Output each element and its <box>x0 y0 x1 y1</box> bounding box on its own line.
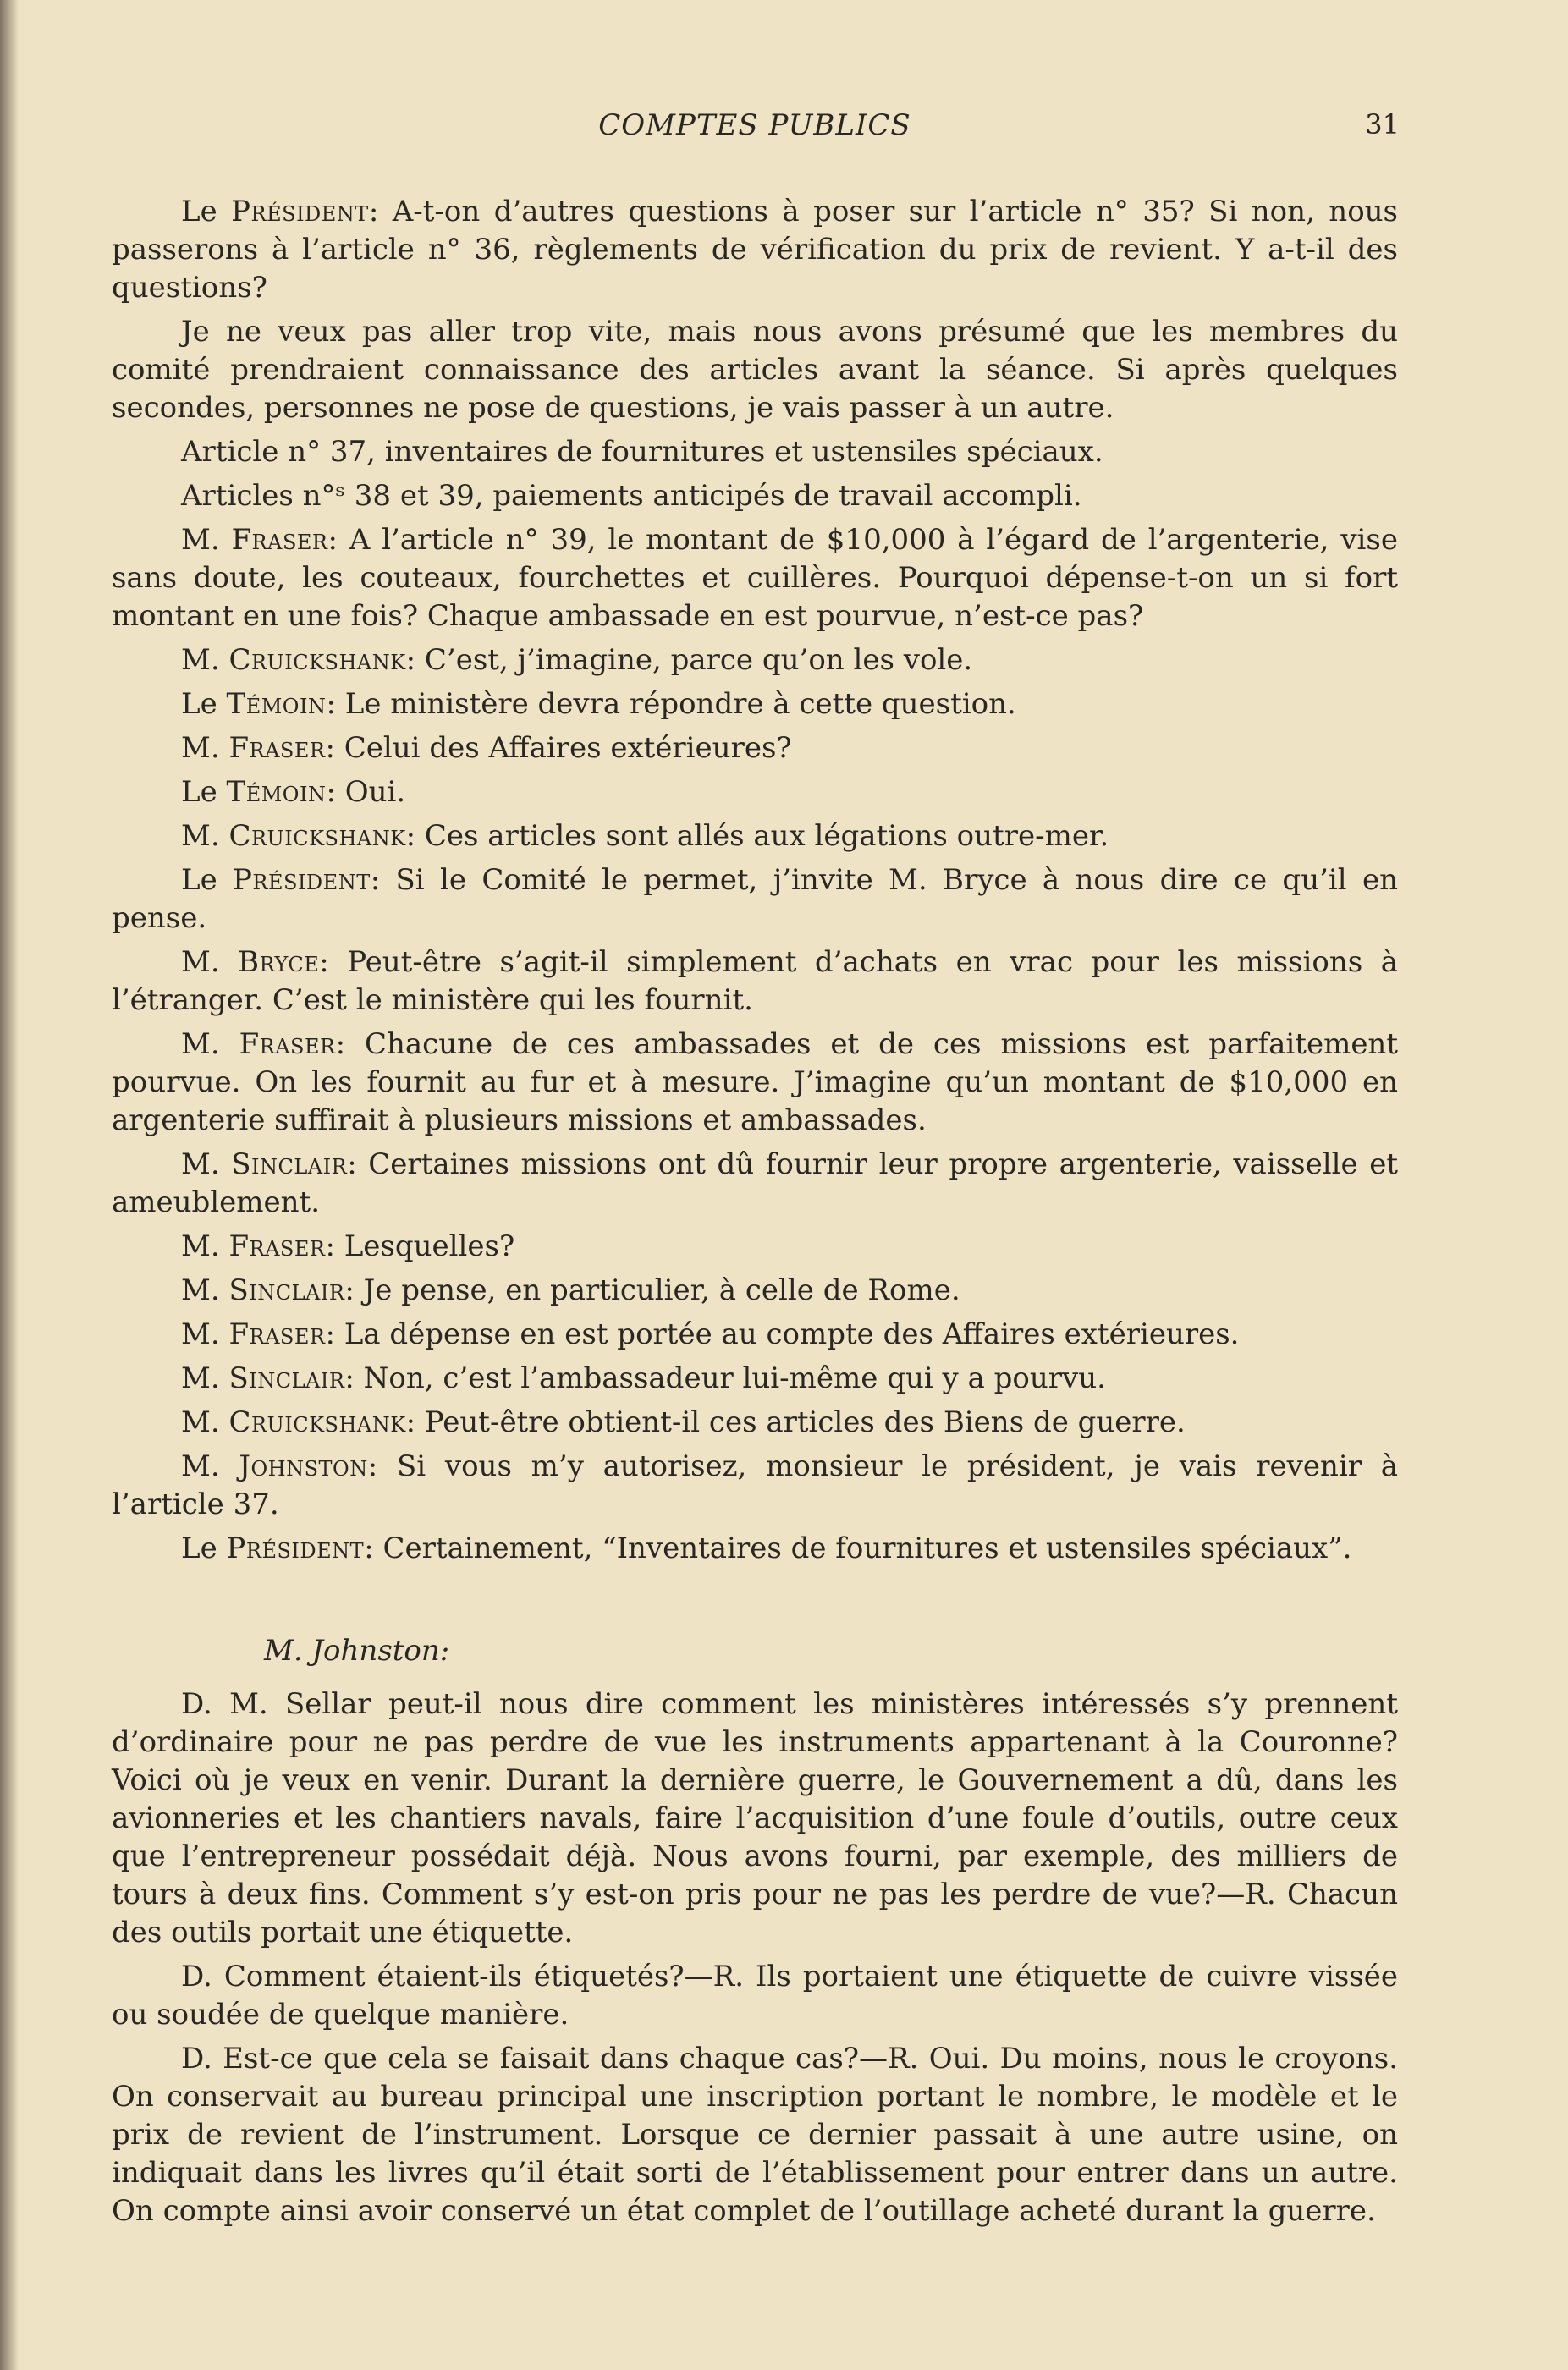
paragraph-text: : Certaines missions ont dû fournir leur propre argenterie, vaisselle et ameublement. <box>112 1147 1398 1219</box>
paragraph <box>112 1404 1398 1442</box>
speaker-prefix: M. <box>181 1027 239 1061</box>
speaker-prefix: M. <box>181 523 232 557</box>
body-text <box>112 193 1398 2230</box>
paragraph <box>112 1360 1398 1398</box>
speaker-prefix: Le <box>181 687 227 721</box>
speaker-name: Sinclair <box>228 1273 345 1307</box>
speaker-name: Témoin <box>226 687 327 721</box>
page-number: 31 <box>1365 108 1400 140</box>
speaker-name: Président <box>226 1531 365 1565</box>
running-title: COMPTES PUBLICS <box>598 108 911 142</box>
speaker-name: Cruickshank <box>228 1405 406 1439</box>
speaker-prefix: M. <box>181 731 229 765</box>
question-answer-paragraph: D. Comment étaient-ils étiquetés?—R. Ils portaient une étiquette de cuivre vissée ou soudée de quelque manière. <box>112 1960 1398 2032</box>
paragraph-text: Article n° 37, inventaires de fournitures et ustensiles spéciaux. <box>181 435 1103 469</box>
paragraph <box>112 1316 1398 1354</box>
paragraph-text: : Le ministère devra répondre à cette question. <box>326 687 1016 721</box>
paragraph-text: : Ces articles sont allés aux légations outre-mer. <box>405 819 1109 853</box>
paragraph-text: : Oui. <box>326 775 406 809</box>
paragraph-text: Je ne veux pas aller trop vite, mais nous avons présumé que les membres du comité prendraient connaissance des articles avant la séance. Si après quelques secondes, personnes ne pose de questions, je vais passer à un autre. <box>112 315 1398 425</box>
paragraph <box>112 817 1398 855</box>
paragraph <box>112 1146 1398 1222</box>
question-answer-paragraph: D. Est-ce que cela se faisait dans chaque cas?—R. Oui. Du moins, nous le croyons. On conservait au bureau principal une inscription portant le nombre, le modèle et le prix de revient de l’instrument. Lorsque ce dernier passait à une autre usine, on indiquait dans les livres qu’il était sorti de l’établissement pour entrer dans un autre. On compte ainsi avoir conservé un état complet de l’outillage acheté durant la guerre. <box>112 2042 1398 2228</box>
paragraph <box>112 313 1398 427</box>
paragraph-text: : Certainement, “Inventaires de fournitures et ustensiles spéciaux”. <box>364 1531 1352 1565</box>
paragraph-text: : A l’article n° 39, le montant de $10,000 à l’égard de l’argenterie, vise sans doute, les couteaux, fourchettes et cuillères. Pourquoi dépense-t-on un si fort montant en une fois? Chaque ambassade en est pourvue, n’est-ce pas? <box>112 523 1399 633</box>
paragraph-text: : Si le Comité le permet, j’invite M. Bryce à nous dire ce qu’il en pense. <box>112 863 1398 935</box>
paragraph-text: : A-t-on d’autres questions à poser sur l’article n° 35? Si non, nous passerons à l’article n° 36, règlements de vérification du prix de revient. Y a-t-il des questions? <box>112 195 1399 305</box>
page-binding-edge <box>0 0 19 2370</box>
paragraph-text: : La dépense en est portée au compte des Affaires extérieures. <box>325 1317 1240 1351</box>
speaker-prefix: M. <box>181 1361 229 1395</box>
question-answer-paragraph: D. M. Sellar peut-il nous dire comment les ministères intéressés s’y prennent d’ordinaire pour ne pas perdre de vue les instruments appartenant à la Couronne? Voici où je veux en venir. Durant la dernière guerre, le Gouvernement a dû, dans les avionneries et les chantiers navals, faire l’acquisition d’une foule d’outils, outre ceux que l’entrepreneur possédait déjà. Nous avons fourni, par exemple, des milliers de tours à deux fins. Comment s’y est-on pris pour ne pas les perdre de vue?—R. Chacun des outils portait une étiquette. <box>112 1687 1398 1949</box>
paragraph-text: : Peut-être s’agit-il simplement d’achats en vrac pour les missions à l’étranger. C’est le ministère qui les fournit. <box>112 945 1398 1017</box>
speaker-prefix: M. <box>181 1147 232 1181</box>
speaker-prefix: M. <box>181 1317 229 1351</box>
speaker-prefix: Le <box>181 1531 227 1565</box>
document-page <box>112 108 1398 2236</box>
speaker-prefix: M. <box>181 1273 229 1307</box>
questions-answers <box>112 1685 1398 2230</box>
section-heading: M. Johnston: <box>264 1634 450 1668</box>
speaker-prefix: M. <box>181 945 239 979</box>
speaker-prefix: M. <box>181 1229 229 1263</box>
paragraph <box>112 1228 1398 1266</box>
speaker-prefix: M. <box>181 643 229 677</box>
speaker-name: Sinclair <box>228 1361 345 1395</box>
paragraph-text: : Je pense, en particulier, à celle de Rome. <box>344 1273 960 1307</box>
paragraph-text: : Peut-être obtient-il ces articles des Biens de guerre. <box>405 1405 1186 1439</box>
transcript-paragraphs <box>112 193 1398 1568</box>
paragraph <box>112 685 1398 723</box>
speaker-name: Fraser <box>239 1027 336 1061</box>
paragraph-text: : Non, c’est l’ambassadeur lui-même qui y a pourvu. <box>344 1361 1106 1395</box>
speaker-name: Sinclair <box>231 1147 348 1181</box>
speaker-name: Fraser <box>228 731 326 765</box>
paragraph <box>112 1448 1398 1524</box>
paragraph <box>112 1026 1398 1140</box>
paragraph <box>112 1272 1398 1310</box>
paragraph-text: : Celui des Affaires extérieures? <box>325 731 792 765</box>
speaker-name: Cruickshank <box>228 819 406 853</box>
paragraph <box>112 477 1398 515</box>
paragraph-text: : Lesquelles? <box>325 1229 515 1263</box>
speaker-prefix: Le <box>181 775 227 809</box>
speaker-name: Président <box>233 863 371 897</box>
running-header <box>112 108 1398 159</box>
paragraph <box>112 773 1398 811</box>
paragraph-text: Articles n°ˢ 38 et 39, paiements anticipés de travail accompli. <box>181 479 1082 513</box>
paragraph <box>112 641 1398 679</box>
speaker-prefix: Le <box>181 863 234 897</box>
paragraph <box>112 861 1398 938</box>
speaker-name: Président <box>231 195 369 228</box>
speaker-name: Fraser <box>231 523 328 557</box>
paragraph-text: : Chacune de ces ambassades et de ces missions est parfaitement pourvue. On les fournit au fur et à mesure. J’imagine qu’un montant de $10,000 en argenterie suffirait à plusieurs missions et ambassades. <box>112 1027 1398 1137</box>
speaker-name: Johnston <box>239 1449 368 1483</box>
speaker-name: Témoin <box>226 775 327 809</box>
paragraph <box>112 521 1398 635</box>
paragraph-text: : Si vous m’y autorisez, monsieur le président, je vais revenir à l’article 37. <box>112 1449 1398 1521</box>
speaker-prefix: Le <box>181 195 232 228</box>
speaker-name: Cruickshank <box>228 643 406 677</box>
speaker-name: Fraser <box>228 1229 326 1263</box>
paragraph <box>112 433 1398 471</box>
speaker-prefix: M. <box>181 1405 229 1439</box>
paragraph <box>112 729 1398 767</box>
speaker-name: Bryce <box>238 945 320 979</box>
speaker-prefix: M. <box>181 819 229 853</box>
speaker-name: Fraser <box>228 1317 326 1351</box>
paragraph <box>112 193 1398 307</box>
speaker-prefix: M. <box>181 1449 239 1483</box>
paragraph <box>112 943 1398 1020</box>
paragraph-text: : C’est, j’imagine, parce qu’on les vole. <box>405 643 973 677</box>
paragraph <box>112 1530 1398 1568</box>
